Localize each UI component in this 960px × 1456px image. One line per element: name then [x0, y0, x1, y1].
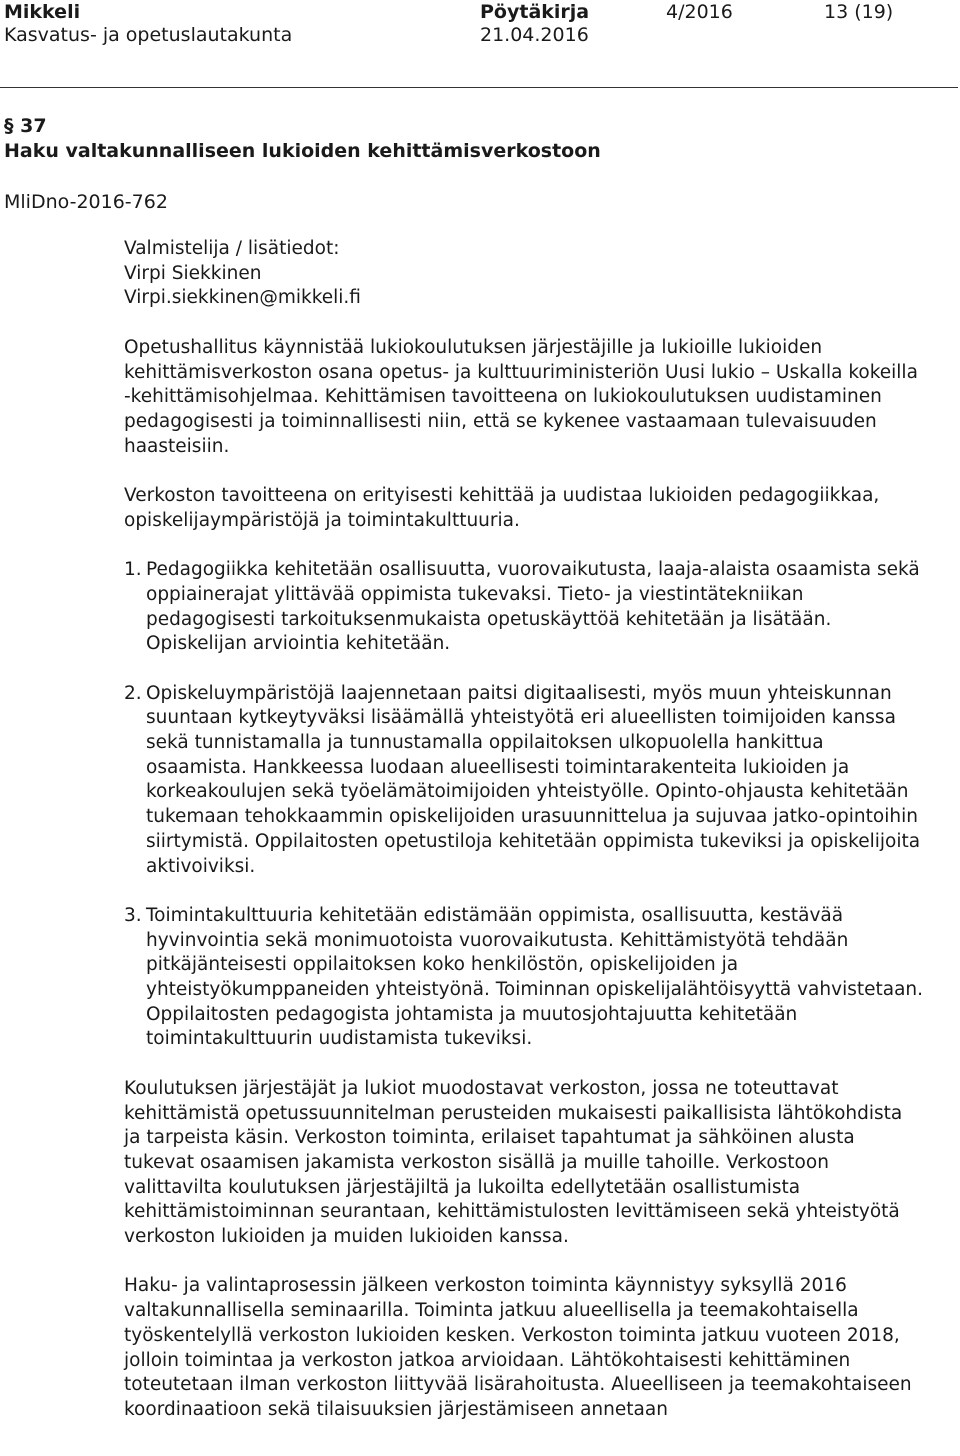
list-item-number: 3.: [124, 904, 142, 926]
list-item: [124, 682, 924, 880]
list-item-text: Toimintakulttuuria kehitetään edistämään oppimista, osallisuutta, kestävää hyvinvointia sekä monimuotoista vuorovaikutusta. Kehittämistyötä tehdään pitkäjänteisesti oppilaitoksen koko henkilöstön, opiskelijoiden ja yhteistyökumppaneiden yhteistyönä. Toiminnan opiskelijalähtöisyyttä vahvistetaan. Oppilaitosten pedagogista johtamista ja muutosjohtajuutta kehitetään toimintakulttuurin uudistamista tukeviksi.: [146, 904, 924, 1050]
intro-paragraph: Opetushallitus käynnistää lukiokoulutuksen järjestäjille ja lukioille lukioiden kehittämisverkoston osana opetus- ja kulttuuriministeriön Uusi lukio – Uskalla kokeilla -kehittämisohjelmaa. Kehittämisen tavoitteena on lukiokoulutuksen uudistaminen pedagogisesti ja toiminnallisesti niin, että se kykenee vastaamaan tulevaisuuden haasteisiin.: [124, 336, 918, 457]
list-item-number: 1.: [124, 559, 142, 581]
preparer-label: Valmistelija / lisätiedot:: [124, 238, 340, 259]
committee-name: Kasvatus- ja opetuslautakunta: [4, 24, 293, 46]
header-divider: [0, 87, 958, 88]
section-number: § 37: [4, 115, 47, 137]
page-number: 13 (19): [824, 1, 894, 23]
meeting-date: 21.04.2016: [480, 24, 589, 46]
organizers-paragraph: Koulutuksen järjestäjät ja lukiot muodostavat verkoston, jossa ne toteuttavat kehittämistä opetussuunnitelman perusteiden mukaisesti paikallisista lähtökohdista ja tarpeista käsin. Verkoston toiminta, erilaiset tapahtumat ja sähköinen alusta tukevat osaamisen jakamista verkoston sisällä ja muille tahoille. Verkostoon valittavilta koulutuksen järjestäjiltä ja lukoilta edellytetään osallistumista kehittämistoiminnan seurantaan, kehittämistulosten levittämiseen sekä yhteistyötä verkoston lukioiden ja muiden lukioiden kanssa.: [124, 1077, 903, 1248]
organization-name: Mikkeli: [4, 1, 81, 23]
list-item-number: 2.: [124, 682, 142, 704]
list-item-text: Opiskeluympäristöjä laajennetaan paitsi digitaalisesti, myös muun yhteiskunnan suuntaan kytkeytyväksi lisäämällä yhteistyötä eri alueellisten toimijoiden kanssa sekä tunnistamalla ja tunnustamalla oppilaitoksen ulkopuolella hankittua osaamista. Hankkeessa luodaan alueellisesti toimintarakenteita lukioiden ja korkeakoulujen sekä työelämätoimijoiden yhteistyölle. Opinto-ohjausta kehitetään tukemaan tehokkaammin opiskelijoiden urasuunnittelua ja sujuvaa jatko-opintoihin siirtymistä. Oppilaitosten opetustiloja kehitetään oppimista tukeviksi ja opiskelijoita aktivoiviksi.: [146, 682, 921, 877]
section-title: Haku valtakunnalliseen lukioiden kehittämisverkostoon: [4, 140, 601, 162]
document-type: Pöytäkirja: [480, 1, 590, 23]
goal-list: [124, 558, 924, 1052]
document-header: [0, 0, 960, 88]
list-item: [124, 904, 924, 1052]
issue-number: 4/2016: [666, 1, 733, 23]
preparer-info: [124, 237, 924, 311]
preparer-email: Virpi.siekkinen@mikkeli.fi: [124, 287, 361, 309]
process-paragraph: Haku- ja valintaprosessin jälkeen verkoston toiminta käynnistyy syksyllä 2016 valtakunnallisella seminaarilla. Toiminta jatkuu alueellisella ja teemakohtaisella työskentelyllä verkoston lukioiden kesken. Verkoston toiminta jatkuu vuoteen 2018, jolloin toimintaa ja verkoston jatkoa arvioidaan. Lähtökohtaisesti kehittäminen toteutetaan ilman verkoston liittyvää lisärahoitusta. Alueelliseen ja teemakohtaiseen koordinaatioon sekä tilaisuuksien järjestämiseen annetaan: [124, 1275, 912, 1420]
document-body: [124, 237, 924, 1447]
list-item: [124, 558, 924, 657]
preparer-name: Virpi Siekkinen: [124, 262, 262, 284]
diary-number: MliDno-2016-762: [4, 191, 168, 213]
list-item-text: Pedagogiikka kehitetään osallisuutta, vuorovaikutusta, laaja-alaista osaamista sekä oppiainerajat ylittävää oppimista tukevaksi. Tieto- ja viestintätekniikan pedagogisesti tarkoituksenmukaista opetuskäyttöä kehitetään ja lisätään. Opiskelijan arviointia kehitetään.: [146, 559, 920, 655]
goals-paragraph: Verkoston tavoitteena on erityisesti kehittää ja uudistaa lukioiden pedagogiikkaa, opiskelijaympäristöjä ja toimintakulttuuria.: [124, 485, 880, 531]
